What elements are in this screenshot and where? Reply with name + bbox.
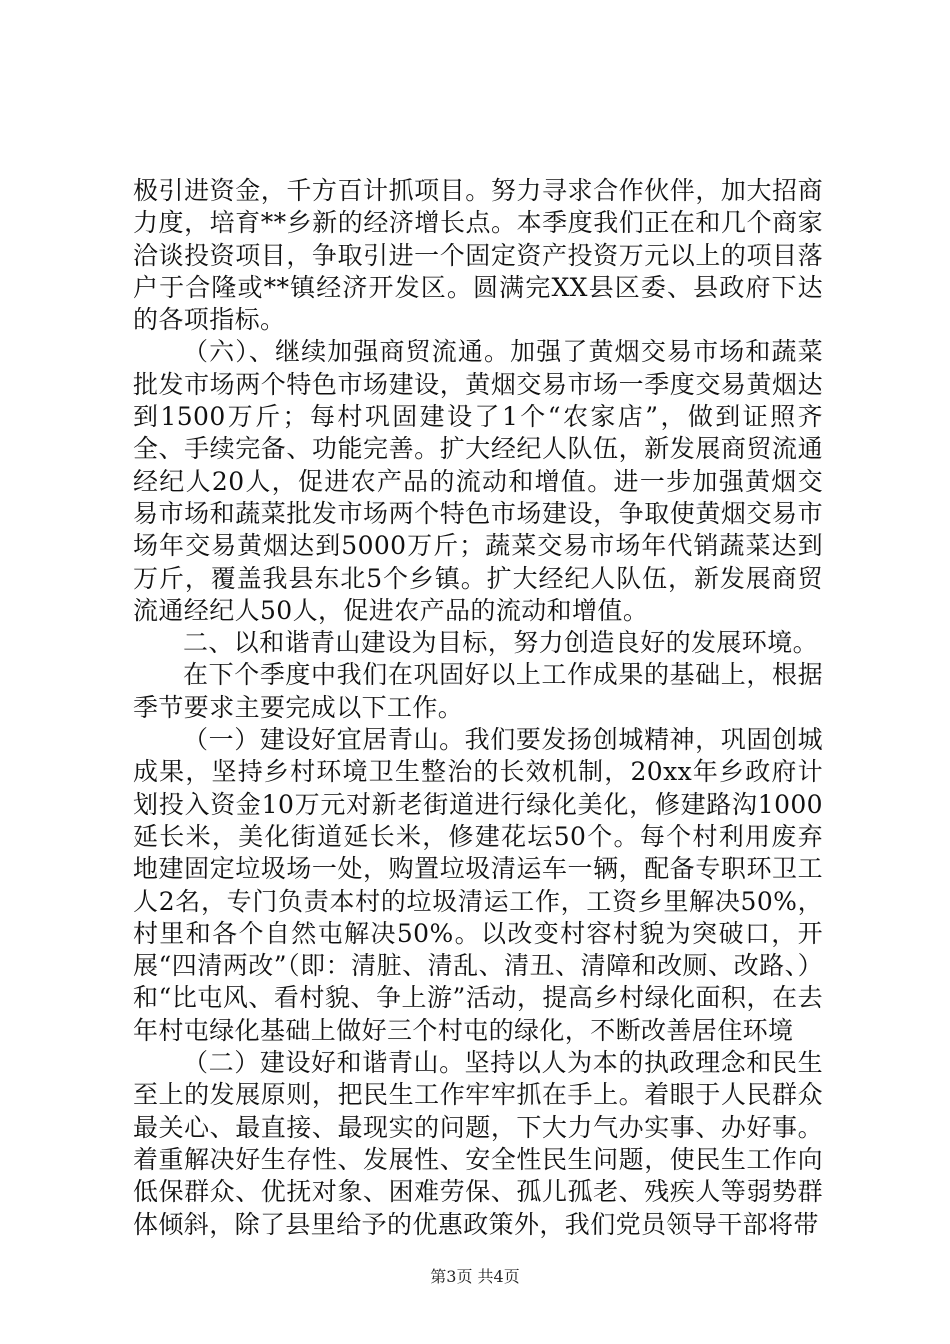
paragraph: （六）、继续加强商贸流通。加强了黄烟交易市场和蔬菜批发市场两个特色市场建设，黄烟交易市场一季度交易黄烟达到1500万斤；每村巩固建设了1个“农家店”，做到证照齐全、手续完备、功能完善。扩大经纪人队伍，新发展商贸流通经纪人20人，促进农产品的流动和增值。进一步加强黄烟交易市场和蔬菜批发市场两个特色市场建设，争取使黄烟交易市场年交易黄烟达到5000万斤；蔬菜交易市场年代销蔬菜达到万斤，覆盖我县东北5个乡镇。扩大经纪人队伍，新发展商贸流通经纪人50人，促进农产品的流动和增值。 (133, 337, 823, 625)
paragraph: （一）建设好宜居青山。我们要发扬创城精神，巩固创城成果，坚持乡村环境卫生整治的长效机制，20xx年乡政府计划投入资金10万元对新老街道进行绿化美化，修建路沟1000延长米，美化街道延长米，修建花坛50个。每个村利用废弃地建固定垃圾场一处，购置垃圾清运车一辆，配备专职环卫工人2名，专门负责本村的垃圾清运工作，工资乡里解决50%，村里和各个自然屯解决50%。以改变村容村貌为突破口，开展“四清两改”（即：清脏、清乱、清丑、清障和改厕、改路、）和“比屯风、看村貌、争上游”活动，提高乡村绿化面积，在去年村屯绿化基础上做好三个村屯的绿化，不断改善居住环境 (133, 725, 823, 1045)
paragraph: 极引进资金，千方百计抓项目。努力寻求合作伙伴，加大招商力度，培育**乡新的经济增长点。本季度我们正在和几个商家洽谈投资项目，争取引进一个固定资产投资万元以上的项目落户于合隆或**镇经济开发区。圆满完XX县区委、县政府下达的各项指标。 (133, 176, 823, 335)
paragraph: 在下个季度中我们在巩固好以上工作成果的基础上，根据季节要求主要完成以下工作。 (133, 660, 823, 722)
page-number-footer: 第3页 共4页 (430, 1267, 520, 1286)
paragraph: （二）建设好和谐青山。坚持以人为本的执政理念和民生至上的发展原则，把民生工作牢牢抓在手上。着眼于人民群众最关心、最直接、最现实的问题，下大力气办实事、办好事。着重解决好生存性、发展性、安全性民生问题，使民生工作向低保群众、优抚对象、困难劳保、孤儿孤老、残疾人等弱势群体倾斜，除了县里给予的优惠政策外，我们党员领导干部将带 (133, 1048, 823, 1239)
paragraph: 二、以和谐青山建设为目标，努力创造良好的发展环境。 (183, 628, 819, 658)
document-body (133, 175, 823, 1241)
